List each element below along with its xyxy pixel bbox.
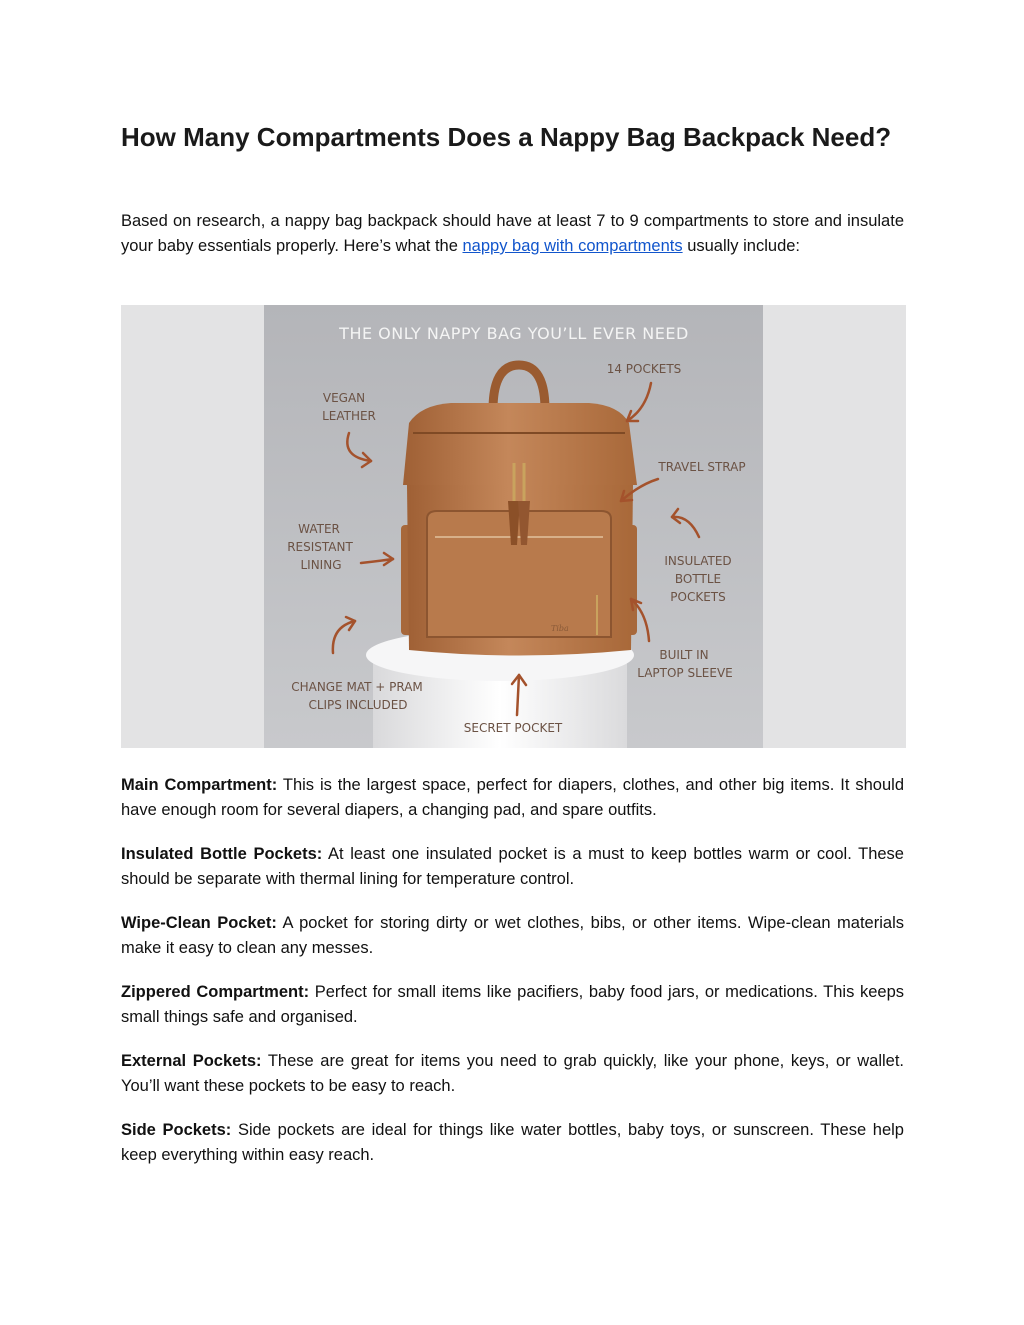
label-water-line2: RESISTANT [287,540,353,554]
label-pockets: 14 POCKETS [606,362,682,376]
item-body: These are great for items you need to grab quickly, like your phone, keys, or wallet. You’ll want these pockets to be easy to reach. [121,1052,904,1095]
label-water-line3: LINING [300,558,342,572]
intro-text-after: usually include: [682,237,801,255]
backpack-illustration [401,365,637,656]
list-item [121,980,904,1030]
label-insulated-line3: POCKETS [670,590,726,604]
list-item [121,842,904,892]
item-body: Side pockets are ideal for things like water bottles, baby toys, or sunscreen. These help keep everything within easy reach. [121,1121,904,1164]
label-vegan-line1: VEGAN [322,391,366,405]
intro-paragraph [121,209,904,259]
label-vegan-line2: LEATHER [322,409,376,423]
page-title: How Many Compartments Does a Nappy Bag Backpack Need? [121,122,892,152]
label-water-line1: WATER [298,522,340,536]
item-title: External Pockets: [121,1052,262,1070]
item-title: Wipe-Clean Pocket: [121,914,277,932]
list-item [121,1049,904,1099]
item-body: This is the largest space, perfect for diapers, clothes, and other big items. It should have enough room for several diapers, a changing pad, and spare outfits. [121,776,904,819]
label-laptop-line2: LAPTOP SLEEVE [637,666,733,680]
list-item [121,773,904,823]
label-insulated-line2: BOTTLE [674,572,722,586]
compartment-list [121,773,904,1187]
figure-headline: THE ONLY NAPPY BAG YOU’LL EVER NEED [339,324,689,343]
label-change-mat-line1: CHANGE MAT + PRAM [291,680,423,694]
list-item [121,1118,904,1168]
label-travel-strap: TRAVEL STRAP [658,460,746,474]
item-title: Side Pockets: [121,1121,232,1139]
item-body: Perfect for small items like pacifiers, baby food jars, or medications. This keeps small things safe and organised. [121,983,904,1026]
item-title: Main Compartment: [121,776,278,794]
intro-text-before: Based on research, a nappy bag backpack should have at least 7 to 9 compartments to store and insulate your baby essentials properly. Here’s what the [121,212,904,255]
item-body: A pocket for storing dirty or wet clothes, bibs, or other items. Wipe-clean materials make it easy to clean any messes. [121,914,904,957]
item-title: Zippered Compartment: [121,983,310,1001]
label-secret-pocket: SECRET POCKET [463,721,563,735]
label-change-mat-line2: CLIPS INCLUDED [308,698,408,712]
label-laptop-line1: BUILT IN [659,648,709,662]
brand-mark: Tiba [551,624,569,633]
item-body: At least one insulated pocket is a must to keep bottles warm or cool. These should be separate with thermal lining for temperature control. [121,845,904,888]
product-infographic [121,305,906,748]
label-insulated-line1: INSULATED [664,554,732,568]
list-item [121,911,904,961]
nappy-bag-link[interactable]: nappy bag with compartments [462,237,683,255]
item-title: Insulated Bottle Pockets: [121,845,323,863]
